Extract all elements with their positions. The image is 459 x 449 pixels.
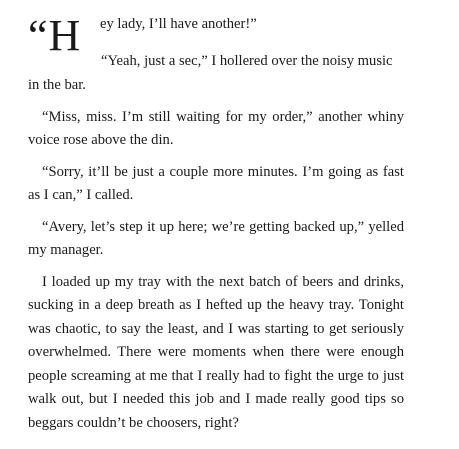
book-page	[28, 11, 404, 435]
paragraph: “Sorry, it’ll be just a couple more minutes. I’m going as fast as I can,” I called.	[28, 163, 404, 203]
opening-block	[28, 11, 404, 69]
drop-cap: “H	[28, 11, 82, 60]
paragraph: “Avery, let’s step it up here; we’re getting backed up,” yelled my manager.	[28, 218, 404, 258]
opening-line: ey lady, I’ll have another!”	[100, 16, 257, 32]
paragraph-continuation: in the bar.	[28, 77, 86, 93]
paragraph: “Miss, miss. I’m still waiting for my order,” another whiny voice rose above the din.	[28, 108, 404, 148]
paragraph: I loaded up my tray with the next batch of beers and drinks, sucking in a deep breath as I hefted up the heavy tray. Tonight was chaotic, to say the least, and I was starting to get seriously overwhelmed. There were moments when there were enough people screaming at me that I really had to fight the urge to just walk out, but I needed this job and I made really good tips so beggars couldn’t be choosers, right?	[28, 273, 404, 431]
second-line: “Yeah, just a sec,” I hollered over the noisy music	[101, 53, 393, 69]
